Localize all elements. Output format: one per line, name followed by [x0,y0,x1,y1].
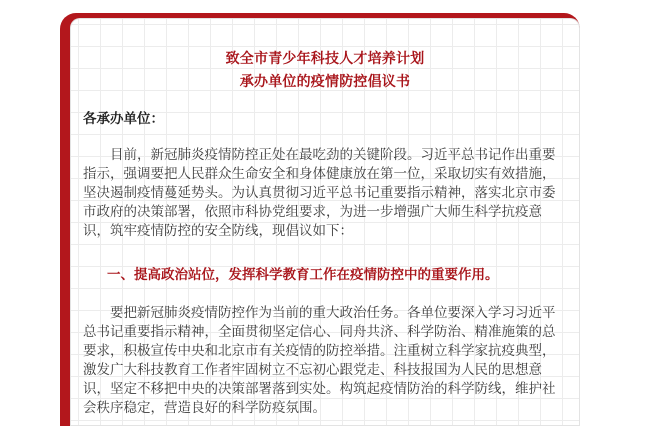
paragraph-line: 市政府的决策部署，依照市科协党组要求，为进一步增强广大师生科学抗疫意 [83,204,542,220]
paragraph-line: 要把新冠肺炎疫情防控作为当前的重大政治任务。各单位要深入学习习近平 [110,305,556,321]
paragraph-line: 激发广大科技教育工作者牢固树立不忘初心跟党走、科技报国为人民的思想意 [83,362,542,378]
document-title-line-1: 致全市青少年科技人才培养计划 [225,51,425,67]
paragraph-line: 指示，强调要把人民群众生命安全和身体健康放在第一位，采取切实有效措施， [83,166,556,182]
section-heading: 一、提高政治站位，发挥科学教育工作在疫情防控中的重要作用。 [107,267,499,283]
paragraph-line: 要求，积极宣传中央和北京市有关疫情的防控举措。注重树立科学家抗疫典型， [83,343,556,359]
paragraph-line: 识，坚定不移把中央的决策部署落到实处。构筑起疫情防治的科学防线，维护社 [83,381,556,397]
paragraph-line: 识，筑牢疫情防控的安全防线，现倡议如下： [83,223,353,239]
paragraph-section-1 [83,304,573,418]
paragraph-intro [83,146,573,241]
paragraph-line: 总书记重要指示精神，全面贯彻坚定信心、同舟共济、科学防治、精准施策的总 [83,324,556,340]
paragraph-line: 坚决遏制疫情蔓延势头。为认真贯彻习近平总书记重要指示精神，落实北京市委 [83,185,556,201]
paragraph-line: 会秩序稳定，营造良好的科学防疫氛围。 [83,400,326,416]
salutation: 各承办单位： [83,111,164,127]
paragraph-line: 目前，新冠肺炎疫情防控正处在最吃劲的关键阶段。习近平总书记作出重要 [110,147,556,163]
document-title-line-2: 承办单位的疫情防控倡议书 [239,74,411,90]
